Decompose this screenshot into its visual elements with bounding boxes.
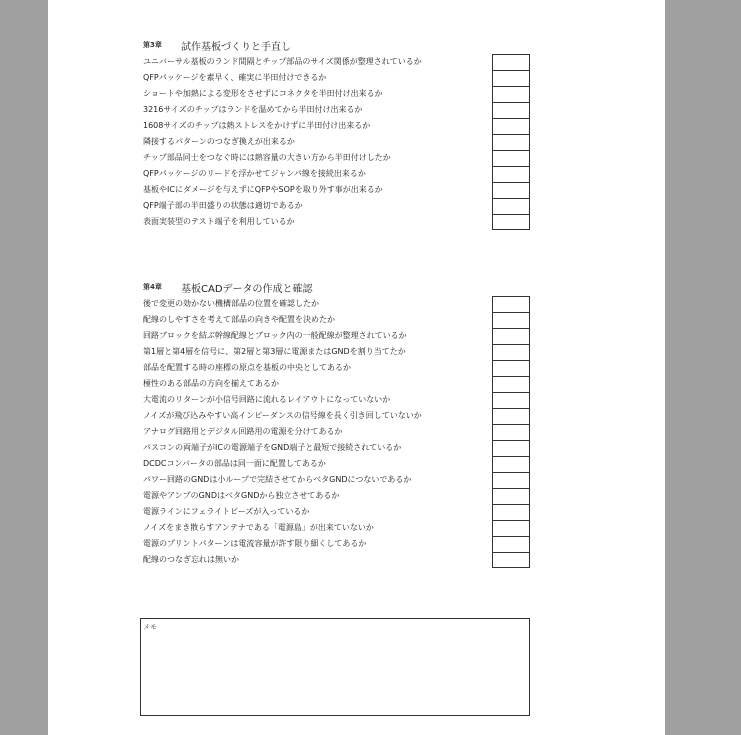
memo-box[interactable]: [140, 618, 530, 716]
checklist-row: [143, 150, 530, 166]
checklist-row: [143, 86, 530, 102]
chapter-3-checklist: [143, 54, 530, 230]
chapter-4-section: [143, 280, 530, 568]
checklist-checkbox[interactable]: [492, 312, 530, 328]
checklist-item-text: 回路ブロックを結ぶ幹線配線とブロック内の一般配線が整理されているか: [143, 331, 407, 340]
checklist-row: [143, 312, 530, 328]
checklist-checkbox[interactable]: [492, 296, 530, 312]
checklist-checkbox[interactable]: [492, 86, 530, 102]
checklist-checkbox[interactable]: [492, 70, 530, 86]
chapter-3-section: [143, 38, 530, 230]
checklist-row: [143, 456, 530, 472]
checklist-row: [143, 488, 530, 504]
checklist-row: [143, 182, 530, 198]
checklist-row: [143, 344, 530, 360]
checklist-item-text: ノイズをまき散らすアンテナである「電源島」が出来ていないか: [143, 523, 374, 532]
checklist-checkbox[interactable]: [492, 456, 530, 472]
checklist-row: [143, 520, 530, 536]
checklist-item-text: 隣接するパターンのつなぎ換えが出来るか: [143, 137, 295, 146]
checklist-item-text: 配線のつなぎ忘れは無いか: [143, 555, 239, 564]
checklist-checkbox[interactable]: [492, 504, 530, 520]
checklist-checkbox[interactable]: [492, 166, 530, 182]
checklist-row: [143, 134, 530, 150]
checklist-checkbox[interactable]: [492, 488, 530, 504]
checklist-checkbox[interactable]: [492, 536, 530, 552]
checklist-row: [143, 440, 530, 456]
checklist-item-text: 配線のしやすさを考えて部品の向きや配置を決めたか: [143, 315, 335, 324]
checklist-checkbox[interactable]: [492, 392, 530, 408]
checklist-checkbox[interactable]: [492, 376, 530, 392]
checklist-checkbox[interactable]: [492, 552, 530, 568]
checklist-item-text: ノイズが飛び込みやすい高インピーダンスの信号線を長く引き回していないか: [143, 411, 422, 420]
checklist-row: [143, 70, 530, 86]
chapter-4-number: 第4章: [143, 283, 162, 291]
checklist-row: [143, 392, 530, 408]
checklist-item-text: パワー回路のGNDは小ループで完結させてからベタGNDにつないであるか: [143, 475, 412, 484]
checklist-row: [143, 296, 530, 312]
checklist-checkbox[interactable]: [492, 344, 530, 360]
checklist-item-text: 3216サイズのチップはランドを温めてから半田付け出来るか: [143, 105, 363, 114]
checklist-checkbox[interactable]: [492, 182, 530, 198]
checklist-row: [143, 360, 530, 376]
checklist-item-text: チップ部品同士をつなぐ時には熱容量の大きい方から半田付けしたか: [143, 153, 391, 162]
checklist-item-text: DCDCコンバータの部品は同一面に配置してあるか: [143, 459, 326, 468]
chapter-4-checklist: [143, 296, 530, 568]
checklist-item-text: アナログ回路用とデジタル回路用の電源を分けてあるか: [143, 427, 343, 436]
checklist-row: [143, 376, 530, 392]
checklist-item-text: QFP端子部の半田盛りの状態は適切であるか: [143, 201, 303, 210]
memo-label: メモ: [143, 623, 157, 631]
checklist-item-text: ユニバーサル基板のランド間隔とチップ部品のサイズ関係が整理されているか: [143, 57, 422, 66]
checklist-checkbox[interactable]: [492, 214, 530, 230]
chapter-4-title: 基板CADデータの作成と確認: [181, 284, 313, 295]
checklist-item-text: ショートや加熱による変形をさせずにコネクタを半田付け出来るか: [143, 89, 383, 98]
document-page: [48, 0, 665, 735]
checklist-item-text: 表面実装型のテスト端子を利用しているか: [143, 217, 295, 226]
checklist-item-text: 基板やICにダメージを与えずにQFPやSOPを取り外す事が出来るか: [143, 185, 383, 194]
checklist-row: [143, 54, 530, 70]
checklist-checkbox[interactable]: [492, 102, 530, 118]
checklist-item-text: QFPパッケージのリードを浮かせてジャンパ線を接続出来るか: [143, 169, 366, 178]
checklist-checkbox[interactable]: [492, 520, 530, 536]
checklist-row: [143, 166, 530, 182]
chapter-3-header: [143, 38, 530, 54]
checklist-row: [143, 536, 530, 552]
checklist-item-text: 電源のプリントパターンは電流容量が許す限り細くしてあるか: [143, 539, 367, 548]
checklist-checkbox[interactable]: [492, 424, 530, 440]
chapter-4-header: [143, 280, 530, 296]
checklist-row: [143, 424, 530, 440]
checklist-row: [143, 472, 530, 488]
checklist-row: [143, 118, 530, 134]
checklist-checkbox[interactable]: [492, 472, 530, 488]
checklist-item-text: 極性のある部品の方向を揃えてあるか: [143, 379, 279, 388]
checklist-item-text: 大電流のリターンが小信号回路に流れるレイアウトになっていないか: [143, 395, 391, 404]
checklist-checkbox[interactable]: [492, 360, 530, 376]
checklist-item-text: 後で変更の効かない機構部品の位置を確認したか: [143, 299, 319, 308]
checklist-item-text: 部品を配置する時の座標の原点を基板の中央としてあるか: [143, 363, 351, 372]
checklist-item-text: QFPパッケージを素早く、確実に半田付けできるか: [143, 73, 327, 82]
checklist-row: [143, 328, 530, 344]
checklist-checkbox[interactable]: [492, 54, 530, 70]
checklist-item-text: 電源やアンプのGNDはベタGNDから独立させてあるか: [143, 491, 340, 500]
checklist-checkbox[interactable]: [492, 328, 530, 344]
checklist-checkbox[interactable]: [492, 198, 530, 214]
checklist-row: [143, 504, 530, 520]
checklist-row: [143, 214, 530, 230]
chapter-3-number: 第3章: [143, 41, 162, 49]
checklist-checkbox[interactable]: [492, 408, 530, 424]
checklist-row: [143, 102, 530, 118]
checklist-checkbox[interactable]: [492, 150, 530, 166]
chapter-3-title: 試作基板づくりと手直し: [181, 42, 291, 53]
checklist-item-text: 1608サイズのチップは熱ストレスをかけずに半田付け出来るか: [143, 121, 371, 130]
checklist-checkbox[interactable]: [492, 134, 530, 150]
checklist-item-text: 電源ラインにフェライトビーズが入っているか: [143, 507, 310, 516]
checklist-row: [143, 198, 530, 214]
checklist-item-text: 第1層と第4層を信号に、第2層と第3層に電源またはGNDを割り当てたか: [143, 347, 406, 356]
checklist-checkbox[interactable]: [492, 440, 530, 456]
checklist-checkbox[interactable]: [492, 118, 530, 134]
checklist-row: [143, 552, 530, 568]
checklist-item-text: パスコンの両端子がICの電源端子をGND端子と最短で接続されているか: [143, 443, 402, 452]
checklist-row: [143, 408, 530, 424]
